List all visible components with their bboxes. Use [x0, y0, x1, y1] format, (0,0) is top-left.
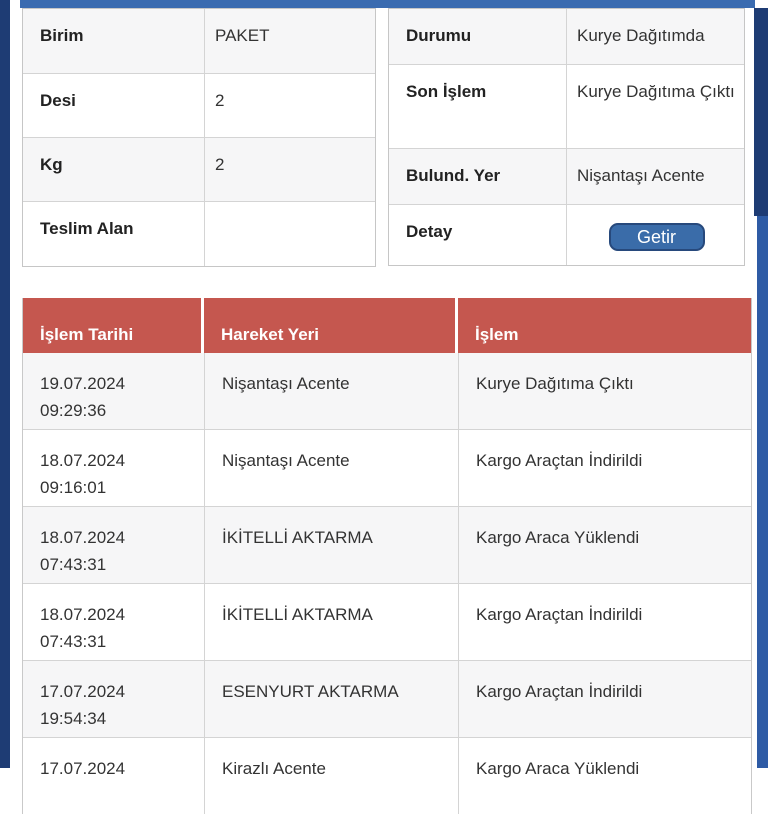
info-label: Durumu: [406, 26, 472, 45]
history-place-cell: İKİTELLİ AKTARMA: [204, 584, 458, 660]
history-place-cell: Nişantaşı Acente: [204, 353, 458, 429]
info-row-durumu: [389, 9, 744, 64]
info-label: Detay: [406, 222, 453, 241]
detail-getir-button[interactable]: Getir: [609, 223, 705, 251]
current-location-value: Nişantaşı Acente: [566, 149, 744, 204]
history-action-cell: Kargo Araçtan İndirildi: [458, 430, 751, 506]
top-accent-bar: [20, 0, 755, 8]
shipment-summary-table-right: [388, 8, 745, 266]
info-value: PAKET: [204, 9, 375, 73]
history-row: [23, 353, 751, 429]
history-action-cell: Kurye Dağıtıma Çıktı: [458, 353, 751, 429]
info-label: Desi: [40, 91, 76, 110]
info-row-son-islem: [389, 64, 744, 148]
detail-cell: [566, 205, 744, 265]
history-action-cell: Kargo Araca Yüklendi: [458, 507, 751, 583]
info-row-teslim-alan: [23, 201, 375, 266]
history-row: [23, 737, 751, 814]
movement-history-table: [22, 298, 752, 814]
history-date-cell: 18.07.2024 07:43:31: [40, 605, 126, 651]
history-row: [23, 660, 751, 737]
history-row: [23, 583, 751, 660]
history-date-cell: 19.07.2024 09:29:36: [40, 374, 126, 420]
info-label: Son İşlem: [406, 82, 487, 101]
info-value: [204, 202, 375, 266]
shipment-summary-table-left: [22, 8, 376, 267]
info-value: 2: [204, 138, 375, 201]
info-row-desi: [23, 73, 375, 137]
info-value: 2: [204, 74, 375, 137]
info-row-detay: [389, 204, 744, 265]
history-date-cell: 18.07.2024 09:16:01: [40, 451, 126, 497]
history-header-cell-islem: İşlem: [475, 324, 519, 344]
info-label: Bulund. Yer: [406, 166, 501, 185]
status-value: Kurye Dağıtımda: [566, 9, 744, 64]
info-label: Kg: [40, 155, 63, 174]
history-action-cell: Kargo Araca Yüklendi: [458, 738, 751, 814]
history-header-cell-hareket-yeri: Hareket Yeri: [204, 298, 458, 353]
last-operation-value: Kurye Dağıtıma Çıktı: [566, 65, 744, 148]
scrollbar-thumb[interactable]: [754, 8, 768, 216]
history-date-cell: 17.07.2024: [40, 759, 126, 778]
history-body: [23, 353, 751, 814]
history-date-cell: 18.07.2024 07:43:31: [40, 528, 126, 574]
history-place-cell: Nişantaşı Acente: [204, 430, 458, 506]
left-border-strip: [0, 0, 10, 768]
history-header-cell-islem-tarihi: İşlem Tarihi: [23, 298, 204, 353]
info-row-kg: [23, 137, 375, 201]
history-place-cell: ESENYURT AKTARMA: [204, 661, 458, 737]
history-row: [23, 506, 751, 583]
history-row: [23, 429, 751, 506]
history-action-cell: Kargo Araçtan İndirildi: [458, 584, 751, 660]
history-place-cell: Kirazlı Acente: [204, 738, 458, 814]
info-label: Birim: [40, 26, 84, 45]
info-row-birim: [23, 9, 375, 73]
history-header-row: [23, 298, 751, 353]
history-place-cell: İKİTELLİ AKTARMA: [204, 507, 458, 583]
info-label: Teslim Alan: [40, 219, 134, 238]
history-date-cell: 17.07.2024 19:54:34: [40, 682, 126, 728]
history-action-cell: Kargo Araçtan İndirildi: [458, 661, 751, 737]
info-row-bulund-yer: [389, 148, 744, 204]
